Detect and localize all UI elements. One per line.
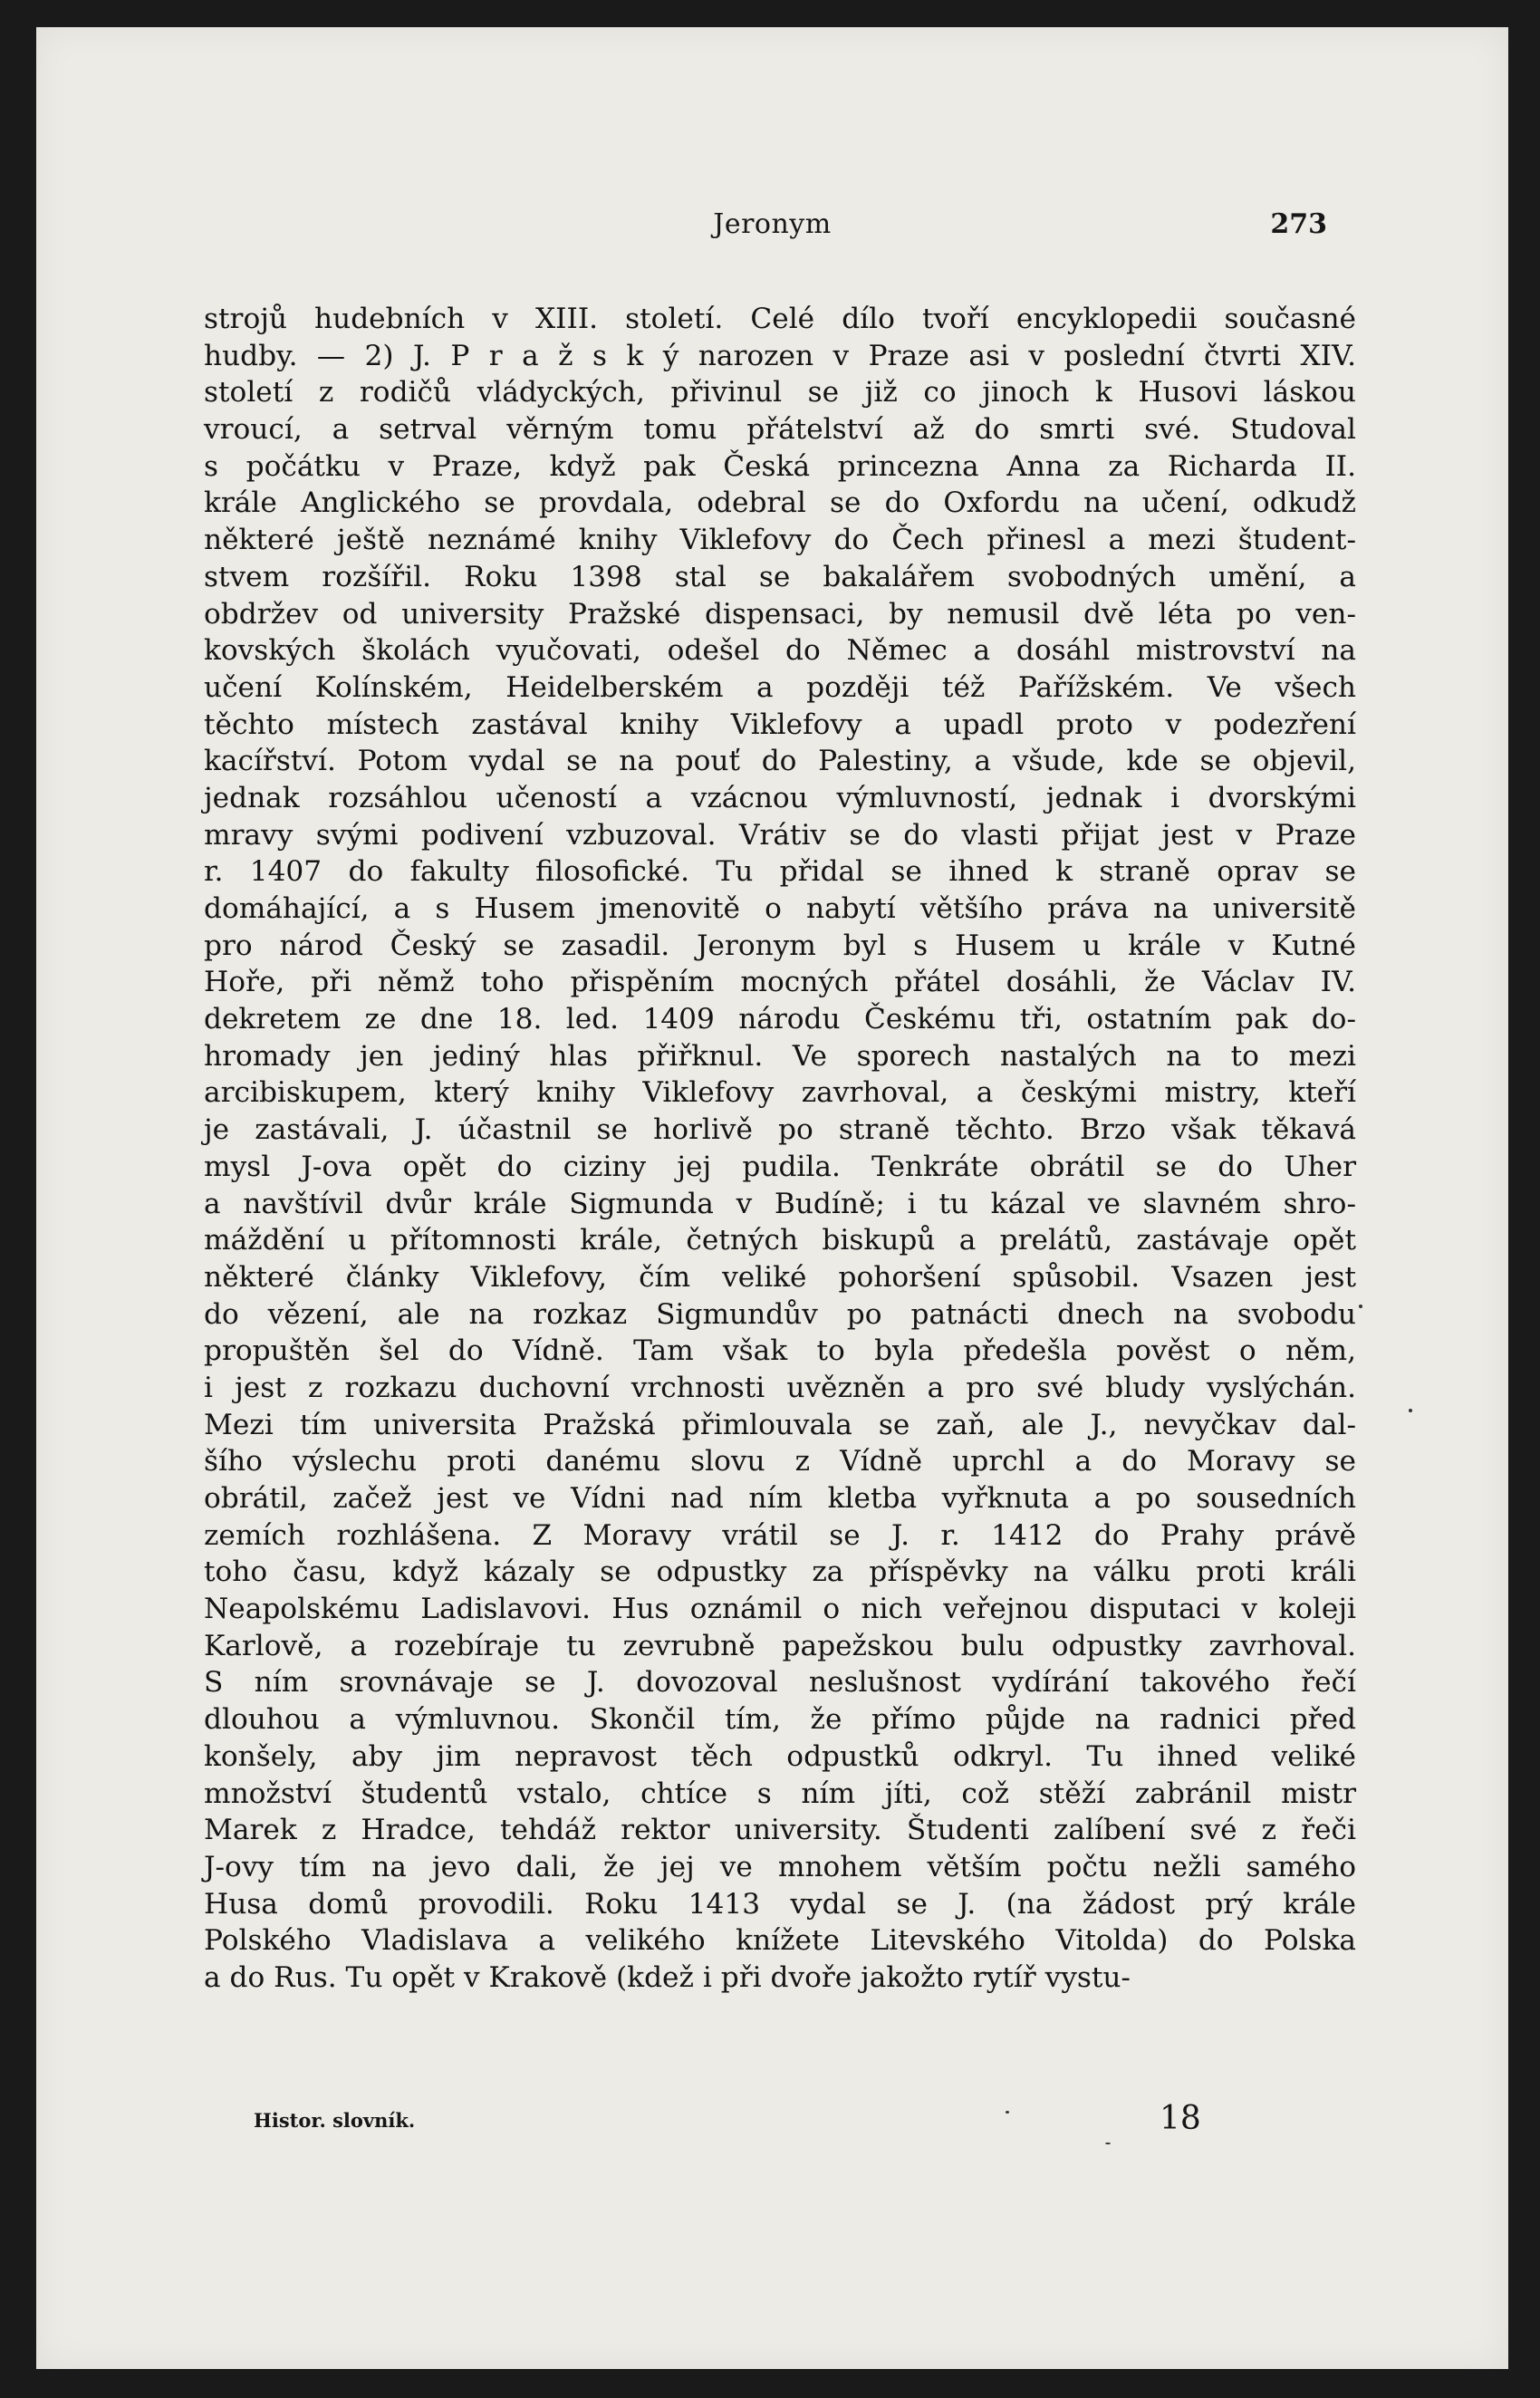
text-line: stvem rozšířil. Roku 1398 stal se bakalářem svobodných umění, a	[204, 560, 1356, 593]
text-line: pro národ Český se zasadil. Jeronym byl s Husem u krále v Kutné	[204, 929, 1356, 962]
text-line: strojů hudebních v XIII. století. Celé dílo tvoří encyklopedii současné	[204, 303, 1356, 335]
text-line: Hoře, při němž toho přispěním mocných přátel dosáhli, že Václav IV.	[204, 966, 1356, 999]
text-line: hromady jen jediný hlas přiřknul. Ve sporech nastalých na to mezi	[204, 1039, 1356, 1073]
text-line: a navštívil dvůr krále Sigmunda v Budíně; i tu kázal ve slavném shro-	[204, 1187, 1356, 1220]
text-line: učení Kolínském, Heidelberském a později též Pařížském. Ve všech	[204, 670, 1356, 704]
text-line: S ním srovnávaje se J. dovozoval neslušnost vydírání takového řečí	[204, 1666, 1356, 1700]
text-line: arcibiskupem, který knihy Viklefovy zavrhoval, a českými mistry, kteří	[204, 1076, 1356, 1110]
article-body	[204, 301, 1356, 1997]
text-line: s počátku v Praze, když pak Česká princezna Anna za Richarda II.	[204, 449, 1356, 483]
text-line: mysl J-ova opět do ciziny jej pudila. Tenkráte obrátil se do Uher	[204, 1150, 1356, 1183]
text-line: i jest z rozkazu duchovní vrchnosti uvězněn a pro své bludy vyslýchán.	[204, 1371, 1356, 1404]
signature-number: 18	[1160, 2100, 1201, 2137]
text-line: dekretem ze dne 18. led. 1409 národu Českému tři, ostatním pak do-	[204, 1003, 1356, 1036]
text-line: kacířství. Potom vydal se na pouť do Palestiny, a všude, kde se objevil,	[204, 745, 1356, 778]
text-line: r. 1407 do fakulty filosofické. Tu přidal se ihned k straně oprav se	[204, 855, 1356, 889]
text-line: je zastávali, J. účastnil se horlivě po straně těchto. Brzo však těkavá	[204, 1113, 1356, 1147]
text-line: Neapolskému Ladislavovi. Hus oznámil o nich veřejnou disputaci v koleji	[204, 1593, 1356, 1626]
text-line: Karlově, a rozebíraje tu zevrubně papežskou bulu odpustky zavrhoval.	[204, 1629, 1356, 1662]
running-head	[36, 208, 1508, 254]
text-line: J-ovy tím na jevo dali, že jej ve mnohem větším počtu nežli samého	[204, 1850, 1356, 1883]
text-line: propuštěn šel do Vídně. Tam však to byla předešla pověst o něm,	[204, 1334, 1356, 1368]
ink-speck	[1105, 2143, 1111, 2144]
text-line: obrátil, začež jest ve Vídni nad ním kletba vyřknuta a po sousedních	[204, 1482, 1356, 1515]
signature-label: Histor. slovník.	[254, 2109, 416, 2132]
text-line: hudby. — 2) J. P r a ž s k ý narozen v Praze asi v poslední čtvrti XIV.	[204, 339, 1356, 372]
running-head-title: Jeronym	[713, 208, 832, 240]
text-line: století z rodičů vládyckých, přivinul se již co jinoch k Husovi láskou	[204, 376, 1356, 409]
text-line: do vězení, ale na rozkaz Sigmundův po patnácti dnech na svobodu	[204, 1297, 1356, 1331]
text-line: Mezi tím universita Pražská přimlouvala se zaň, ale J., nevyčkav dal-	[204, 1408, 1356, 1441]
text-line: Marek z Hradce, tehdáž rektor university. Študenti zalíbení své z řeči	[204, 1814, 1356, 1847]
text-line: Polského Vladislava a velikého knížete Litevského Vitolda) do Polska	[204, 1924, 1356, 1958]
text-line: dlouhou a výmluvnou. Skončil tím, že přímo půjde na radnici před	[204, 1703, 1356, 1737]
book-page	[36, 27, 1508, 2369]
ink-speck	[1359, 1305, 1362, 1308]
text-line: šího výslechu proti danému slovu z Vídně uprchl a do Moravy se	[204, 1445, 1356, 1478]
text-line: mravy svými podivení vzbuzoval. Vrátiv se do vlasti přijat jest v Praze	[204, 818, 1356, 852]
text-line: těchto místech zastával knihy Viklefovy a upadl proto v podezření	[204, 708, 1356, 741]
page-number: 273	[1270, 208, 1327, 240]
page-footer	[36, 2100, 1508, 2145]
ink-speck	[1006, 2111, 1009, 2114]
text-line: některé články Viklefovy, čím veliké pohoršení spůsobil. Vsazen jest	[204, 1260, 1356, 1294]
text-line: některé ještě neznámé knihy Viklefovy do Čech přinesl a mezi študent-	[204, 524, 1356, 557]
text-line: domáhající, a s Husem jmenovitě o nabytí většího práva na universitě	[204, 892, 1356, 925]
text-line: vroucí, a setrval věrným tomu přátelství až do smrti své. Studoval	[204, 413, 1356, 447]
text-line: máždění u přítomnosti krále, četných biskupů a prelátů, zastávaje opět	[204, 1224, 1356, 1257]
text-line: a do Rus. Tu opět v Krakově (kdež i při dvoře jakožto rytíř vystu-	[204, 1960, 1131, 1994]
text-line: toho času, když kázaly se odpustky za příspěvky na válku proti králi	[204, 1555, 1356, 1589]
text-line: jednak rozsáhlou učeností a vzácnou výmluvností, jednak i dvorskými	[204, 781, 1356, 814]
text-line: konšely, aby jim nepravost těch odpustků odkryl. Tu ihned veliké	[204, 1739, 1356, 1773]
text-line: kovských školách vyučovati, odešel do Němec a dosáhl mistrovství na	[204, 634, 1356, 668]
text-line: zemích rozhlášena. Z Moravy vrátil se J. r. 1412 do Prahy právě	[204, 1518, 1356, 1552]
ink-speck	[1409, 1409, 1412, 1412]
text-line: krále Anglického se provdala, odebral se do Oxfordu na učení, odkudž	[204, 486, 1356, 520]
text-line: obdržev od university Pražské dispensaci, by nemusil dvě léta po ven-	[204, 597, 1356, 631]
text-line: Husa domů provodili. Roku 1413 vydal se J. (na žádost prý krále	[204, 1887, 1356, 1921]
text-line: množství študentů vstalo, chtíce s ním jíti, což stěží zabránil mistr	[204, 1777, 1356, 1810]
